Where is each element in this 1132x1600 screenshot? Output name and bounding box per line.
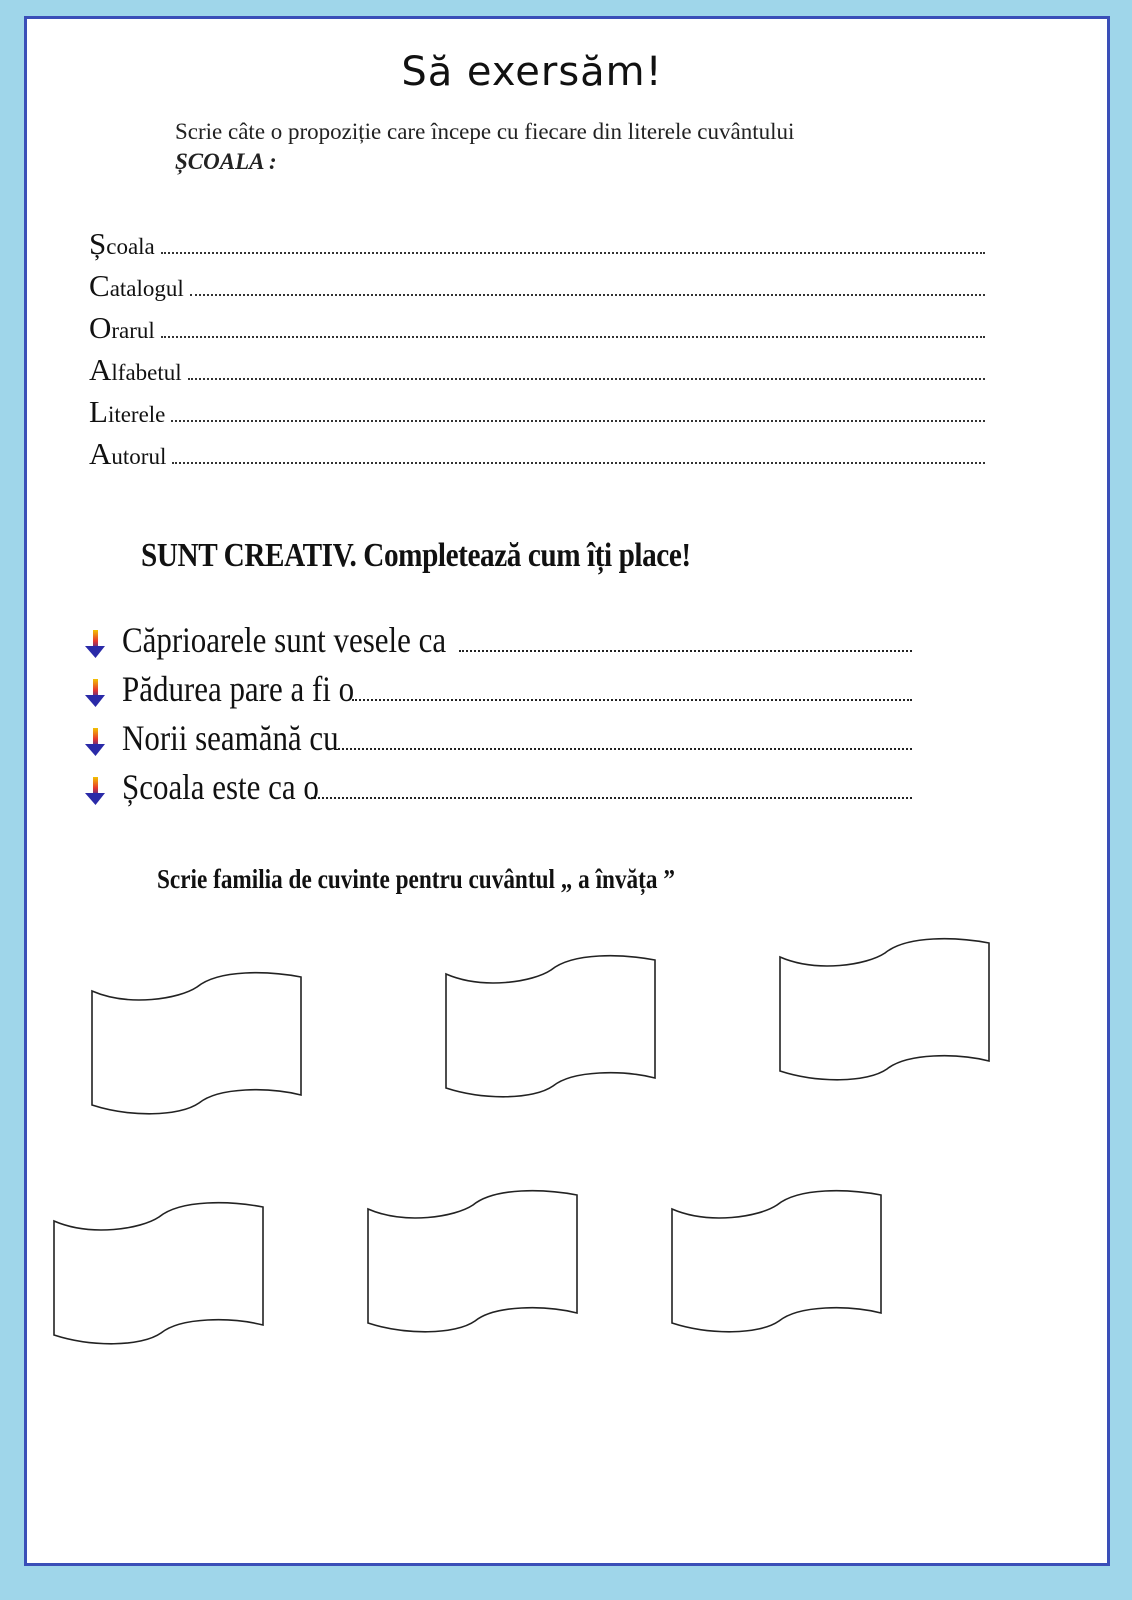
acrostic-initial: L — [89, 394, 108, 429]
acrostic-word: utorul — [111, 444, 167, 469]
list-item — [82, 766, 912, 815]
list-item — [82, 619, 912, 668]
list-item — [82, 668, 912, 717]
list-item — [82, 717, 912, 766]
answer-line[interactable] — [334, 726, 912, 750]
down-arrow-icon — [82, 628, 108, 660]
answer-line[interactable] — [161, 316, 985, 338]
sentence-start: Căprioarele sunt vesele ca — [122, 620, 447, 660]
answer-line[interactable] — [172, 442, 985, 464]
acrostic-word: coala — [106, 234, 155, 259]
instruction-word: ȘCOALA : — [175, 149, 277, 174]
answer-line[interactable] — [161, 232, 985, 254]
sentence-start: Pădurea pare a fi o — [122, 669, 355, 709]
acrostic-word: rarul — [111, 318, 155, 343]
acrostic-initial: C — [89, 268, 110, 303]
acrostic-row — [89, 436, 985, 478]
answer-line[interactable] — [190, 274, 985, 296]
wavy-flag-icon[interactable] — [777, 935, 991, 1085]
acrostic-initial: O — [89, 310, 112, 345]
answer-line[interactable] — [188, 358, 985, 380]
answer-line[interactable] — [352, 677, 912, 701]
wavy-flag-icon[interactable] — [365, 1187, 579, 1337]
answer-line[interactable] — [171, 400, 985, 422]
acrostic-initial: Ș — [89, 226, 107, 261]
wavy-flag-icon[interactable] — [89, 969, 303, 1119]
instruction — [175, 117, 794, 177]
word-family-heading: Scrie familia de cuvinte pentru cuvântul „ a învăța ” — [157, 864, 675, 894]
down-arrow-icon — [82, 726, 108, 758]
answer-line[interactable] — [311, 775, 912, 799]
sentence-start: Școala este ca o — [122, 767, 319, 807]
acrostic-row — [89, 226, 985, 268]
creative-heading: SUNT CREATIV. Completează cum îți place! — [141, 537, 691, 574]
acrostic-row — [89, 394, 985, 436]
acrostic-row — [89, 310, 985, 352]
acrostic-row — [89, 352, 985, 394]
down-arrow-icon — [82, 677, 108, 709]
down-arrow-icon — [82, 775, 108, 807]
acrostic-word: atalogul — [109, 276, 184, 301]
acrostic-row — [89, 268, 985, 310]
acrostic-word: iterele — [107, 402, 166, 427]
wavy-flag-icon[interactable] — [669, 1187, 883, 1337]
worksheet-page — [24, 16, 1110, 1566]
acrostic-initial: A — [89, 436, 112, 471]
page-title: Să exersăm! — [401, 49, 663, 95]
sentence-start: Norii seamănă cu — [122, 718, 339, 758]
instruction-text: Scrie câte o propoziție care începe cu fiecare din literele cuvântului — [175, 119, 795, 144]
wavy-flag-icon[interactable] — [443, 952, 657, 1102]
acrostic-list — [89, 226, 985, 478]
acrostic-word: lfabetul — [111, 360, 182, 385]
acrostic-initial: A — [89, 352, 112, 387]
wavy-flag-icon[interactable] — [51, 1199, 265, 1349]
answer-line[interactable] — [459, 628, 912, 652]
completion-list — [82, 619, 912, 815]
